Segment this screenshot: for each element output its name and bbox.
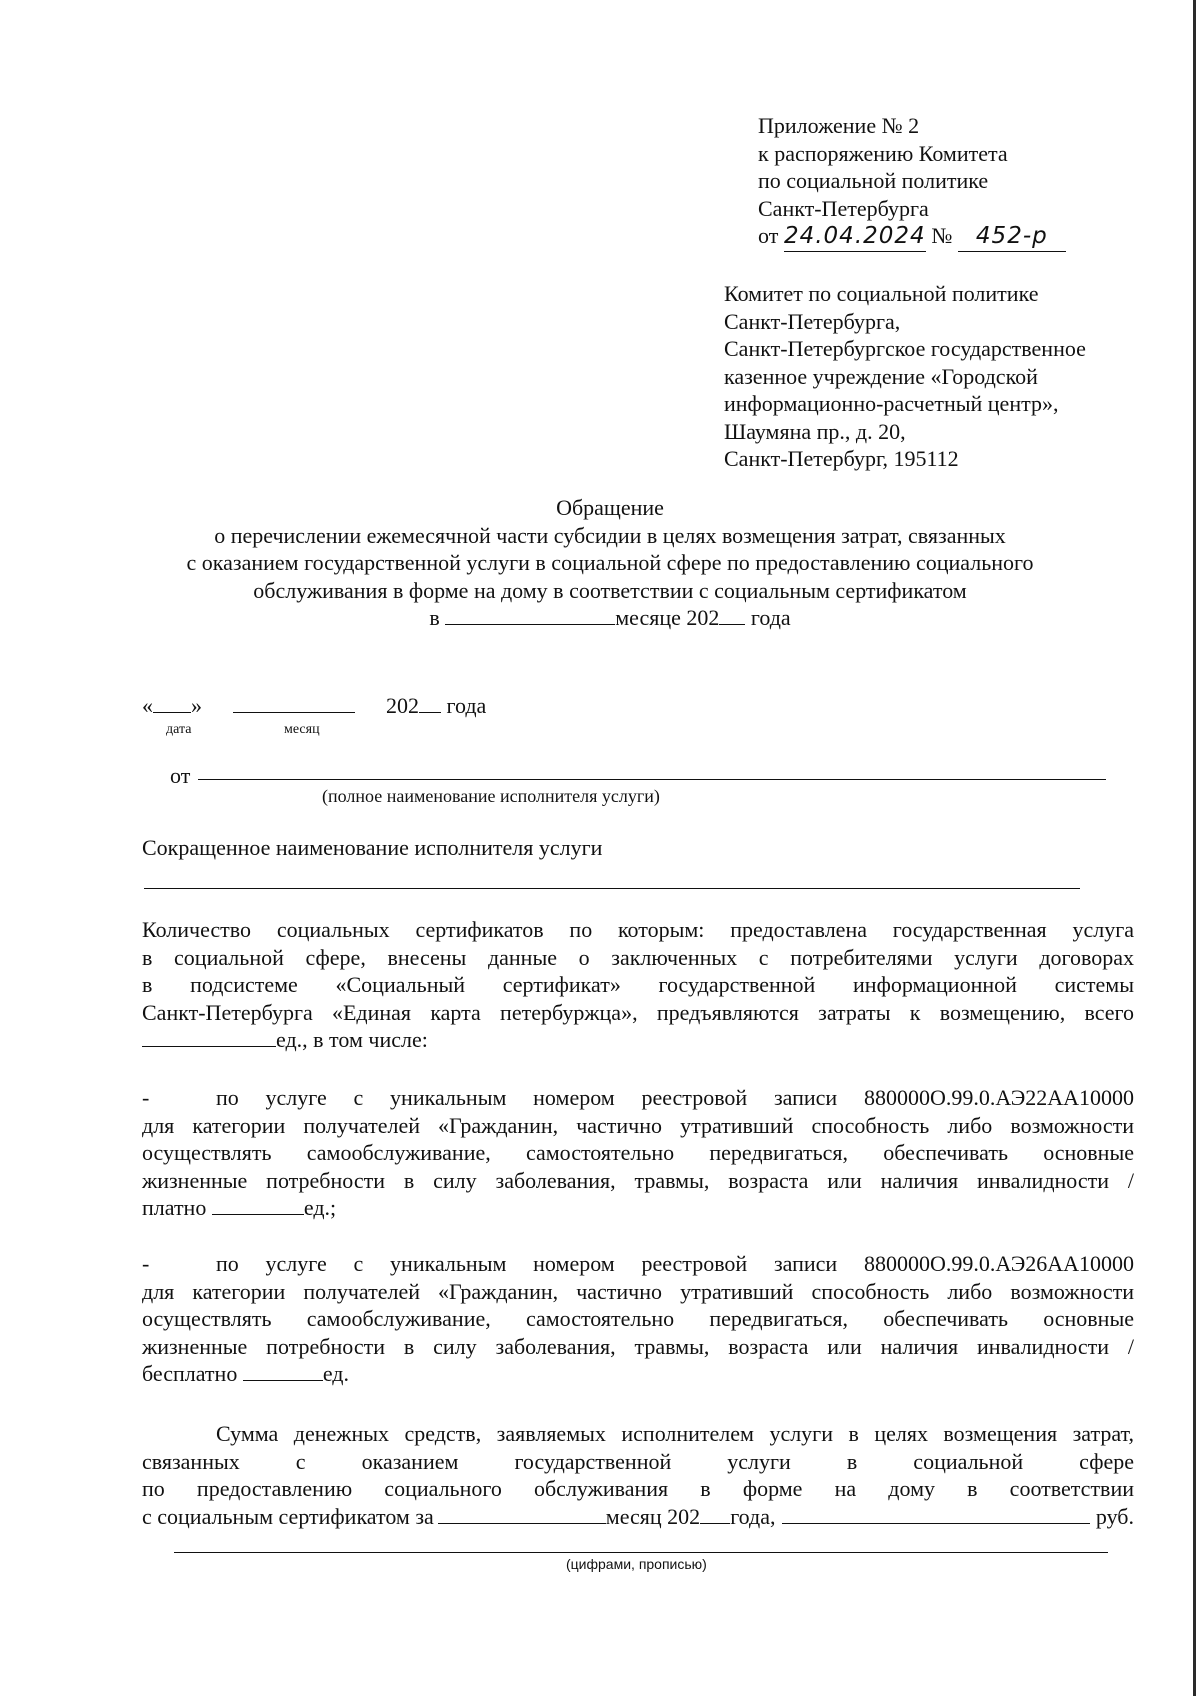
addressee-line-4: казенное учреждение «Городской xyxy=(724,363,1038,389)
service-1-first-line xyxy=(142,1084,1134,1112)
sum-line-3: по предоставлению социального обслуживания в форме на дому в соответствии xyxy=(142,1476,1134,1501)
addressee-line-2: Санкт-Петербурга, xyxy=(724,308,901,334)
service-1-line-5-prefix: платно xyxy=(142,1195,207,1220)
appendix-line-4: Санкт-Петербурга xyxy=(758,195,929,221)
sum-paragraph xyxy=(142,1420,1134,1530)
addressee-line-7: Санкт-Петербург, 195112 xyxy=(724,446,959,471)
scan-edge xyxy=(1193,0,1196,1696)
service-1-line-2: для категории получателей «Гражданин, частично утративший способность либо возможности xyxy=(142,1112,1134,1138)
title-year-blank[interactable] xyxy=(719,604,745,625)
title-line-1: о перечислении ежемесячной части субсидии в целях возмещения затрат, связанных xyxy=(214,522,1006,548)
sum-line-4-month: месяц 202 xyxy=(605,1503,701,1529)
date-year-prefix: 202 xyxy=(386,693,419,718)
date-open-quote: « xyxy=(142,693,153,718)
sum-amount-blank[interactable] xyxy=(782,1503,1090,1524)
short-name-field[interactable] xyxy=(144,888,1080,889)
addressee-line-1: Комитет по социальной политике xyxy=(724,281,1039,306)
appendix-line-3: по социальной политике xyxy=(758,168,989,193)
appendix-date-value: 24.04.2024 xyxy=(784,223,926,252)
sum-line-4 xyxy=(142,1503,1134,1531)
addressee-line-5: информационно-расчетный центр», xyxy=(724,391,1059,416)
date-close-quote: » xyxy=(191,693,202,718)
title-line-3: обслуживания в форме на дому в соответствии с социальным сертификатом xyxy=(253,577,967,603)
appendix-date-prefix: от xyxy=(758,223,779,248)
count-line-1: Количество социальных сертификатов по которым: предоставлена государственная услуга xyxy=(142,917,1134,942)
appendix-number-value: 452-р xyxy=(958,223,1066,252)
document-title xyxy=(130,494,1090,632)
date-day-blank[interactable] xyxy=(153,692,191,713)
service-2-count-blank[interactable] xyxy=(243,1360,323,1381)
appendix-number-prefix: № xyxy=(931,223,953,248)
sum-line-4-currency: руб. xyxy=(1095,1503,1134,1529)
count-total-blank[interactable] xyxy=(142,1026,276,1047)
service-1-line-4: жизненные потребности в силу заболевания, травмы, возраста или наличия инвалидности / xyxy=(142,1167,1134,1193)
title-line-4-year: года xyxy=(750,605,791,630)
service-2-line-4: жизненные потребности в силу заболевания, травмы, возраста или наличия инвалидности / xyxy=(142,1333,1134,1359)
service-1-count-blank[interactable] xyxy=(212,1194,304,1215)
service-1-line-5 xyxy=(142,1194,1134,1222)
from-name-field[interactable] xyxy=(198,779,1106,780)
title-heading: Обращение xyxy=(556,495,664,520)
appendix-block xyxy=(758,112,1138,252)
count-line-5-text: ед., в том числе: xyxy=(276,1027,428,1052)
service-2-line-5-prefix: бесплатно xyxy=(142,1361,238,1386)
sum-line-1: Сумма денежных средств, заявляемых исполнителем услуги в целях возмещения затрат, xyxy=(216,1421,1134,1446)
from-caption: (полное наименование исполнителя услуги) xyxy=(322,786,660,806)
addressee-line-6: Шаумяна пр., д. 20, xyxy=(724,418,906,444)
from-prefix: от xyxy=(170,763,191,788)
service-2-line-5 xyxy=(142,1360,1134,1388)
title-line-4-prefix: в xyxy=(429,605,440,630)
date-label-month: месяц xyxy=(284,722,320,737)
date-line xyxy=(142,692,486,720)
sum-line-4-prefix: с социальным сертификатом за xyxy=(142,1503,434,1529)
service-2-paragraph xyxy=(142,1250,1134,1388)
title-line-2: с оказанием государственной услуги в социальной сфере по предоставлению социального xyxy=(186,550,1034,575)
appendix-line-1: Приложение № 2 xyxy=(758,113,920,138)
date-label-day: дата xyxy=(166,722,192,737)
count-line-2: в социальной сфере, внесены данные о заключенных с потребителями услуги договорах xyxy=(142,944,1134,970)
appendix-date-line xyxy=(758,222,1138,252)
service-2-line-3: осуществлять самообслуживание, самостоятельно передвигаться, обеспечивать основные xyxy=(142,1306,1134,1331)
service-2-line-2: для категории получателей «Гражданин, частично утративший способность либо возможности xyxy=(142,1278,1134,1304)
title-month-blank[interactable] xyxy=(445,604,615,625)
count-line-3: в подсистеме «Социальный сертификат» государственной информационной системы xyxy=(142,972,1134,997)
sum-line-2: связанных с оказанием государственной услуги в социальной сфере xyxy=(142,1448,1134,1474)
service-2-line-5-suffix: ед. xyxy=(322,1361,349,1386)
service-2-line-1: по услуге с уникальным номером реестровой записи 880000О.99.0.АЭ26АА10000 xyxy=(216,1251,1134,1276)
count-line-4: Санкт-Петербурга «Единая карта петербуржца», предъявляются затраты к возмещению, всего xyxy=(142,999,1134,1025)
appendix-line-2: к распоряжению Комитета xyxy=(758,140,1008,166)
date-month-blank[interactable] xyxy=(233,692,355,713)
service-2-dash: - xyxy=(142,1251,150,1276)
sum-month-blank[interactable] xyxy=(438,1503,606,1524)
sum-caption: (цифрами, прописью) xyxy=(566,1556,707,1572)
sum-year-blank[interactable] xyxy=(700,1503,730,1524)
service-1-paragraph xyxy=(142,1084,1134,1222)
date-year-blank[interactable] xyxy=(419,692,441,713)
service-1-line-5-suffix: ед.; xyxy=(303,1195,337,1220)
short-name-label: Сокращенное наименование исполнителя услуги xyxy=(142,835,603,860)
service-2-first-line xyxy=(142,1250,1134,1278)
addressee-block xyxy=(724,280,1144,473)
sum-line-4-year: года, xyxy=(730,1503,776,1529)
date-year-suffix: года xyxy=(446,693,487,718)
count-line-5 xyxy=(142,1026,1134,1054)
count-paragraph xyxy=(142,916,1134,1054)
service-1-dash: - xyxy=(142,1085,150,1110)
service-1-line-3: осуществлять самообслуживание, самостоятельно передвигаться, обеспечивать основные xyxy=(142,1140,1134,1165)
addressee-line-3: Санкт-Петербургское государственное xyxy=(724,336,1086,361)
service-1-line-1: по услуге с уникальным номером реестровой записи 880000О.99.0.АЭ22АА10000 xyxy=(216,1085,1134,1110)
title-line-4 xyxy=(130,604,1090,632)
sum-words-field[interactable] xyxy=(174,1552,1108,1553)
title-line-4-month: месяце 202 xyxy=(615,605,720,630)
